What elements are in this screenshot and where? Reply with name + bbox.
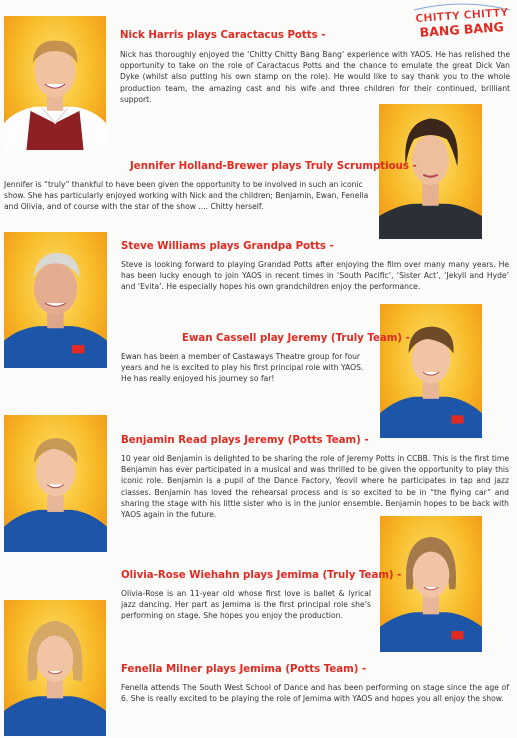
cast-title: Olivia-Rose Wiehahn plays Jemima (Truly Team) - bbox=[121, 570, 402, 581]
fenella-milner-photo bbox=[4, 600, 106, 736]
cast-title: Ewan Cassell play Jeremy (Truly Team) - bbox=[182, 333, 410, 344]
cast-title: Steve Williams plays Grandpa Potts - bbox=[121, 241, 334, 252]
nick-harris-photo bbox=[4, 16, 106, 150]
cast-bio: Jennifer is “truly” thankful to have been given the opportunity to be involved in such an iconic show. She has particularly enjoyed working with Nick and the children; Benjamin, Ewan, Fenella and Olivia, and of course with the star of the show .... Chitty herself. bbox=[4, 180, 369, 212]
chitty-chitty-bang-bang-logo bbox=[412, 2, 512, 40]
cast-bio: Steve is looking forward to playing Grandad Potts after enjoying the film over many many years. He has been lucky enough to join YAOS in recent times in ‘South Pacific’, ‘Sister Act’, ‘Jekyll and Hyde’ and ‘Evita’. He especially hopes his own grandchildren enjoy the performance. bbox=[121, 260, 509, 292]
ewan-cassell-photo bbox=[380, 304, 482, 438]
cast-bio: Nick has thoroughly enjoyed the ‘Chitty Chitty Bang Bang’ experience with YAOS. He has relished the opportunity to take on the role of Caractacus Potts and the chance to emulate the great Dick Van Dyke (whilst also putting his own stamp on the role). He would like to say thank you to the whole production team, the amazing cast and his wife and three children for their continued, brilliant support. bbox=[120, 50, 510, 104]
cast-title: Fenella Milner plays Jemima (Potts Team) - bbox=[121, 664, 367, 675]
cast-title: Jennifer Holland-Brewer plays Truly Scrumptious - bbox=[130, 161, 417, 172]
cast-bio: 10 year old Benjamin is delighted to be sharing the role of Jeremy Potts in CCBB. This is the first time Benjamin has ever participated in a musical and was thrilled to be given the opportunity to play this iconic role. Benjamin is a pupil of the Dance Factory, Yeovil where he participates in tap and jazz classes. Benjamin has loved the rehearsal process and is so excited to be in “the flying car” and sharing the stage with his little sister who is in the junior ensemble. Benjamin hopes to be back with YAOS again in the future. bbox=[121, 454, 509, 520]
cast-bio: Olivia-Rose is an 11-year old whose first love is ballet & lyrical jazz dancing. Her part as Jemima is the first principal role she’s performing on stage. She hopes you enjoy the production. bbox=[121, 589, 371, 621]
svg-text:CHITTY CHITTY: CHITTY CHITTY bbox=[414, 5, 509, 26]
steve-williams-photo bbox=[4, 232, 107, 368]
olivia-rose-wiehahn-photo bbox=[380, 516, 482, 652]
svg-text:BANG BANG: BANG BANG bbox=[419, 19, 505, 40]
benjamin-read-photo bbox=[4, 415, 107, 552]
cast-bio: Ewan has been a member of Castaways Theatre group for four years and he is excited to play his first principal role with YAOS. He has really enjoyed his journey so far! bbox=[121, 352, 364, 384]
cast-title: Nick Harris plays Caractacus Potts - bbox=[120, 30, 326, 41]
cast-title: Benjamin Read plays Jeremy (Potts Team) - bbox=[121, 435, 369, 446]
cast-bio: Fenella attends The South West School of Dance and has been performing on stage since the age of 6. She is really excited to be playing the role of Jemima with YAOS and hopes you all enjoy the show. bbox=[121, 683, 509, 704]
